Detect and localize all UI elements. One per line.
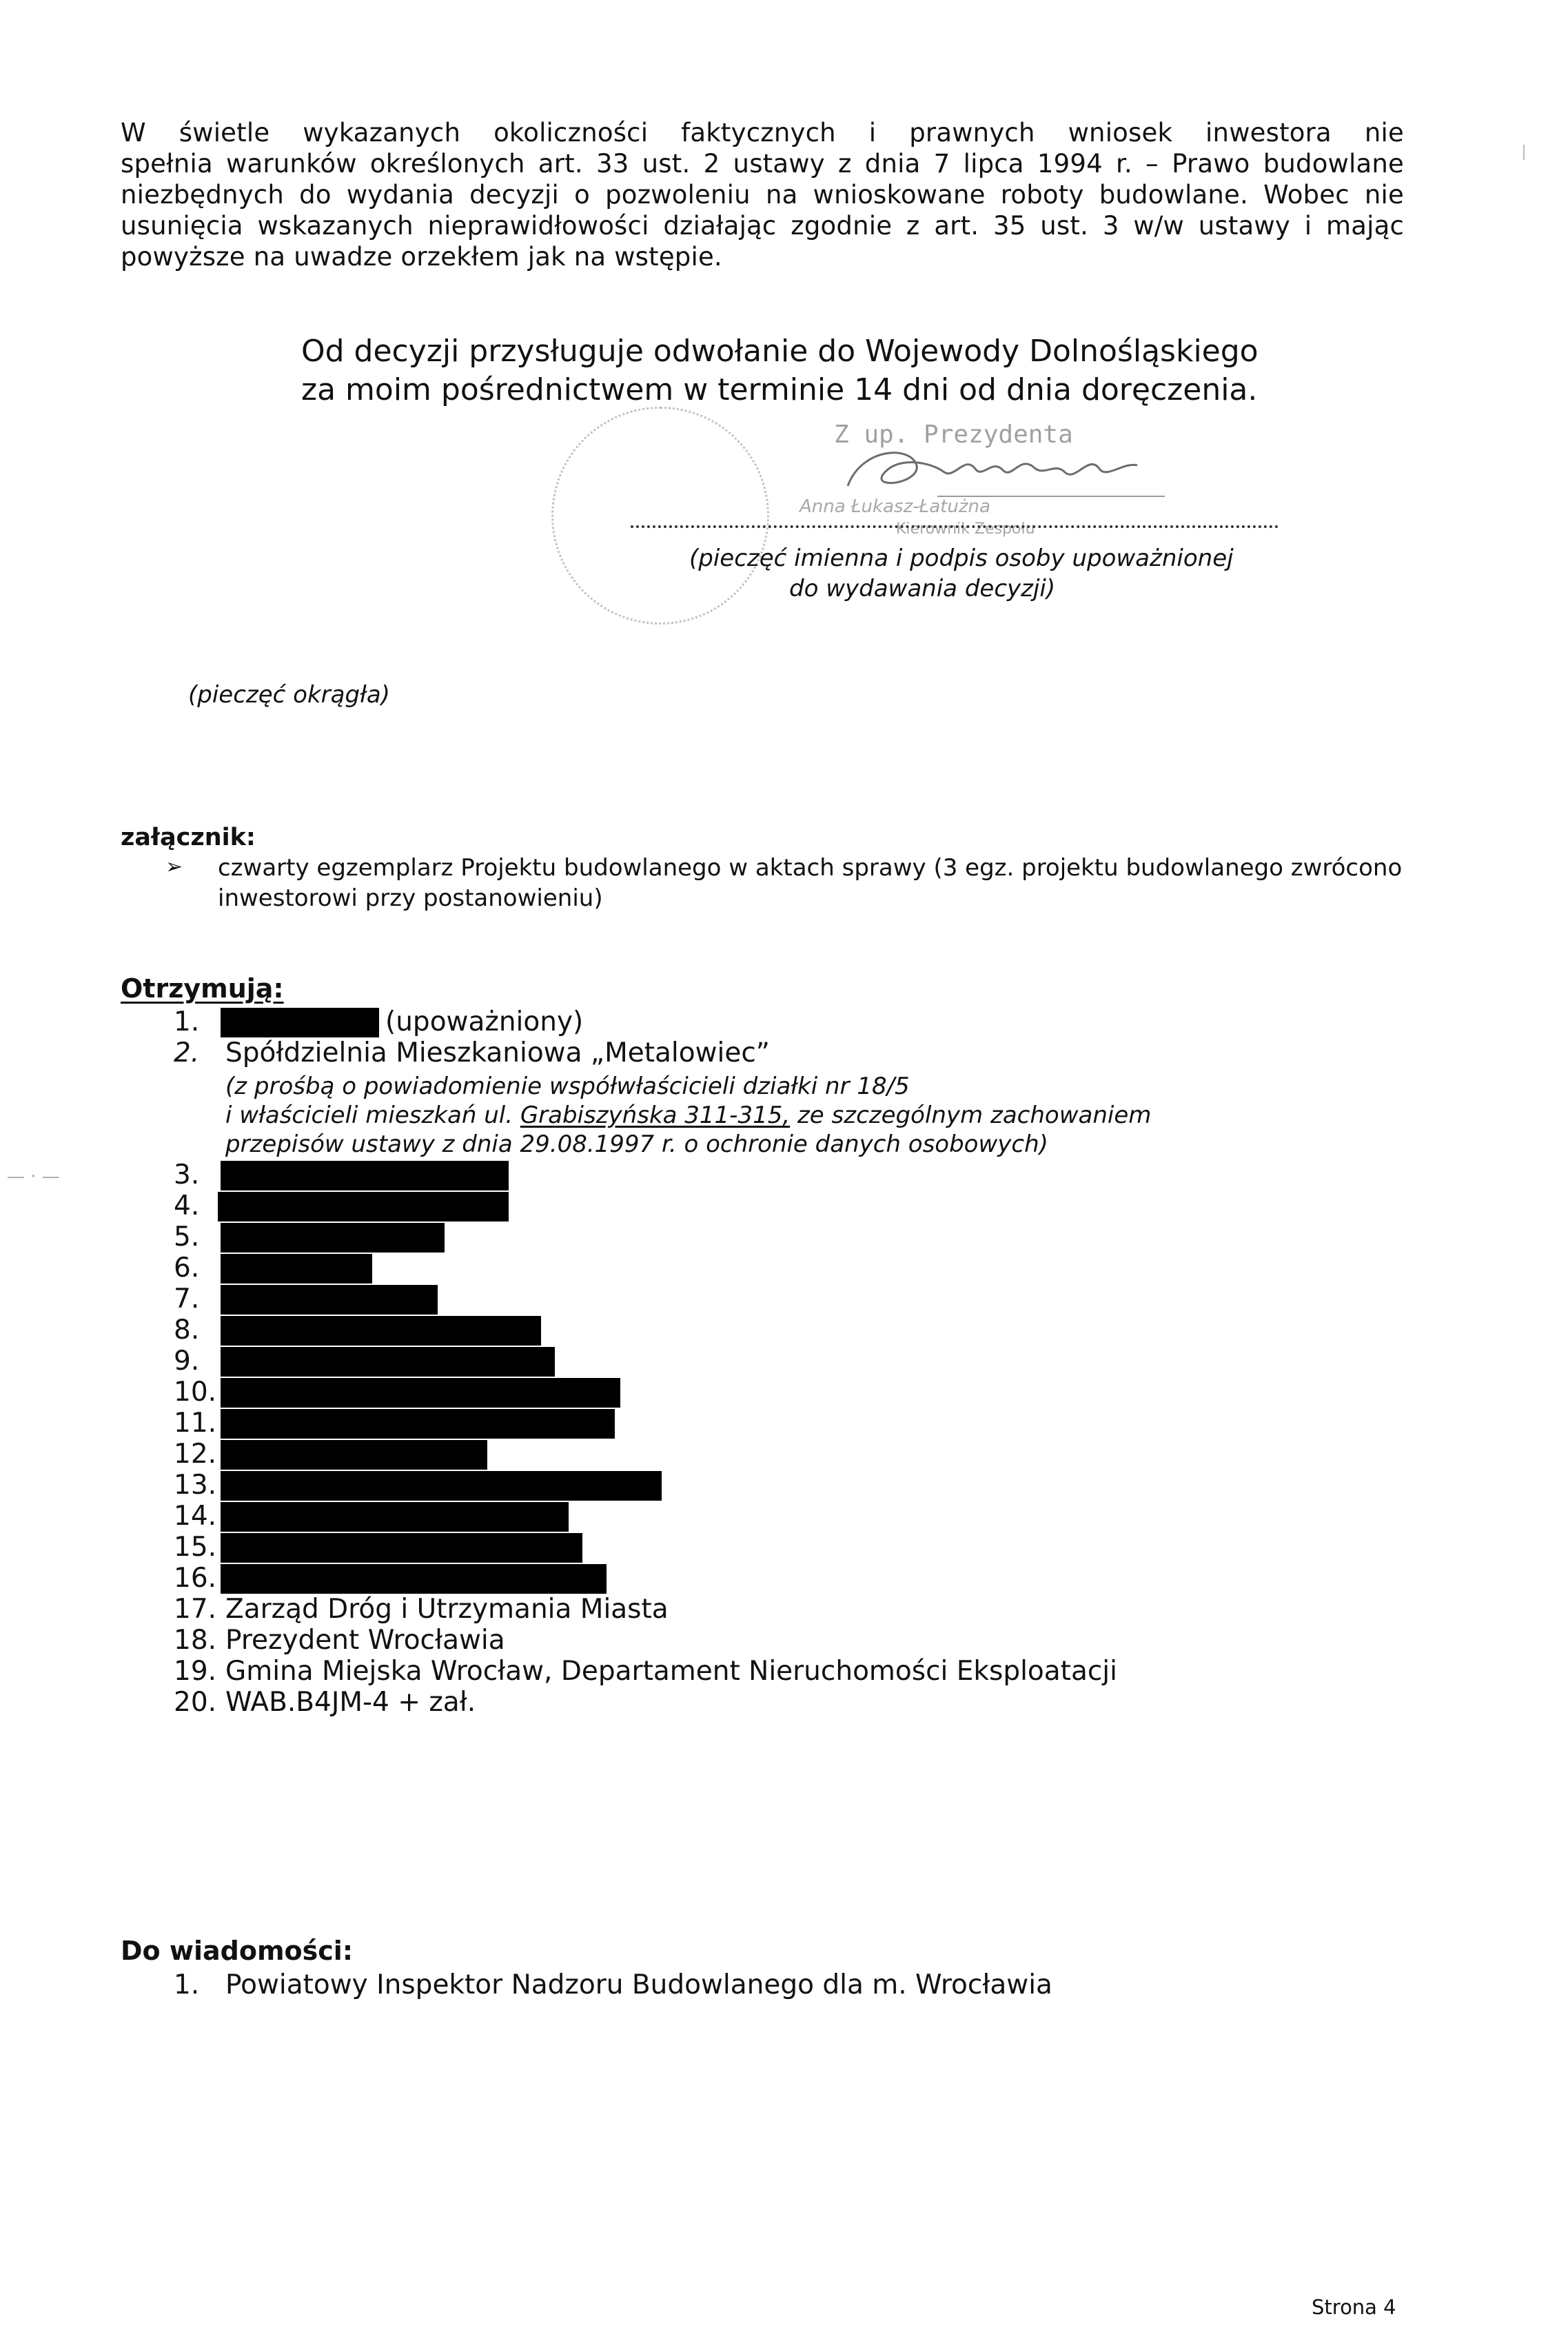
list-text: Powiatowy Inspektor Nadzoru Budowlanego dla m. Wrocławia	[225, 1969, 1052, 2000]
list-number: 1.	[174, 1006, 200, 1037]
paragraph-line: niezbędnych do wydania decyzji o pozwoleniu na wnioskowane roboty budowlane. Wobec nie	[121, 180, 1404, 210]
list-item	[174, 1501, 218, 1532]
list-number: 17.	[174, 1594, 217, 1625]
list-number: 19.	[174, 1656, 217, 1687]
page-number: Strona 4	[1312, 2295, 1396, 2319]
list-item	[174, 1470, 218, 1501]
list-number: 16.	[174, 1563, 217, 1594]
redaction-block	[221, 1440, 487, 1470]
list-item	[174, 1190, 218, 1221]
list-text: (upoważniony)	[385, 1006, 584, 1037]
list-item	[174, 1159, 218, 1190]
attachment-text	[218, 853, 1410, 913]
attachment-line: inwestorowi przy postanowieniu)	[218, 884, 603, 912]
for-information-heading: Do wiadomości:	[121, 1936, 354, 1966]
list-item	[174, 1594, 669, 1625]
redaction-block	[221, 1254, 372, 1284]
list-number: 11.	[174, 1408, 217, 1439]
redaction-block	[221, 1378, 620, 1408]
redaction-block	[221, 1502, 569, 1532]
list-number: 6.	[174, 1253, 200, 1284]
list-number: 20.	[174, 1687, 217, 1718]
recipients-heading: Otrzymują:	[121, 973, 284, 1004]
recipient-note-line: (z prośbą o powiadomienie współwłaścicieli działki nr 18/5	[225, 1073, 910, 1100]
list-item	[174, 1221, 218, 1253]
list-text: Gmina Miejska Wrocław, Departament Nieruchomości Eksploatacji	[225, 1656, 1117, 1687]
signature-caption-line: (pieczęć imienna i podpis osoby upoważnionej	[689, 545, 1234, 572]
note-text: i właścicieli mieszkań ul.	[225, 1102, 520, 1129]
attachment-heading: załącznik:	[121, 824, 256, 851]
bullet-icon: ➢	[165, 855, 183, 879]
list-item	[174, 1037, 770, 1068]
list-item	[174, 1687, 476, 1718]
appeal-line: za moim pośrednictwem w terminie 14 dni od dnia doręczenia.	[301, 372, 1258, 407]
note-text: ze szczególnym zachowaniem	[790, 1102, 1152, 1129]
stamp-text: Kierownik Zespołu	[896, 520, 1035, 538]
list-item	[174, 1315, 218, 1346]
list-number: 13.	[174, 1470, 217, 1501]
list-number: 7.	[174, 1284, 200, 1315]
signature-caption-line: do wydawania decyzji)	[789, 575, 1056, 602]
redaction-block	[221, 1161, 509, 1190]
reasoning-paragraph	[121, 117, 1404, 272]
signature-dotted-line	[631, 525, 1279, 528]
list-number: 15.	[174, 1532, 217, 1563]
list-number: 10.	[174, 1377, 217, 1408]
redaction-block	[218, 1192, 509, 1221]
redaction-block	[221, 1533, 582, 1563]
list-item	[174, 1377, 218, 1408]
paragraph-line: W świetle wykazanych okoliczności faktycznych i prawnych wniosek inwestora nie	[121, 118, 1404, 148]
list-item	[174, 1284, 218, 1315]
redaction-block	[221, 1223, 445, 1253]
list-text: Spółdzielnia Mieszkaniowa „Metalowiec”	[225, 1037, 770, 1068]
redaction-block	[221, 1564, 607, 1594]
recipient-note-line: przepisów ustawy z dnia 29.08.1997 r. o ochronie danych osobowych)	[225, 1130, 1048, 1158]
redaction-block	[221, 1471, 662, 1501]
list-item	[174, 1563, 218, 1594]
list-item	[174, 1625, 505, 1656]
list-item	[174, 1408, 218, 1439]
list-item	[174, 1969, 1052, 2000]
list-number: 5.	[174, 1221, 200, 1253]
signature-caption	[689, 543, 1310, 604]
list-item	[174, 1253, 218, 1284]
address-underlined: Grabiszyńska 311-315,	[520, 1102, 791, 1129]
paragraph-line: usunięcia wskazanych nieprawidłowości działając zgodnie z art. 35 ust. 3 w/w ustawy i mając	[121, 211, 1404, 241]
list-number: 18.	[174, 1625, 217, 1656]
redaction-block	[221, 1008, 379, 1037]
list-item	[174, 1656, 1117, 1687]
list-item	[174, 1006, 584, 1037]
list-item	[174, 1532, 218, 1563]
scan-margin-mark	[1523, 145, 1525, 160]
stamp-text: Z up. Prezydenta	[834, 420, 1073, 449]
paragraph-line: powyższe na uwadze orzekłem jak na wstępie.	[121, 242, 722, 272]
list-number: 12.	[174, 1439, 217, 1470]
recipient-note-line	[225, 1101, 1151, 1130]
list-number: 9.	[174, 1346, 200, 1377]
list-number: 14.	[174, 1501, 217, 1532]
list-number: 3.	[174, 1159, 200, 1190]
redaction-block	[221, 1409, 615, 1439]
list-text: WAB.B4JM-4 + zał.	[225, 1687, 476, 1718]
round-stamp-caption: (pieczęć okrągła)	[188, 681, 390, 709]
attachment-line: czwarty egzemplarz Projektu budowlanego w aktach sprawy (3 egz. projektu budowlanego zwrócono	[218, 854, 1403, 882]
list-text: Prezydent Wrocławia	[225, 1625, 505, 1656]
list-number: 8.	[174, 1315, 200, 1346]
scan-artifact: — · —	[7, 1166, 60, 1187]
redaction-block	[221, 1285, 438, 1315]
list-number: 1.	[174, 1969, 200, 2000]
list-number: 4.	[174, 1190, 200, 1221]
paragraph-line: spełnia warunków określonych art. 33 ust. 2 ustawy z dnia 7 lipca 1994 r. – Prawo budowlane	[121, 149, 1404, 179]
appeal-notice	[301, 332, 1266, 409]
list-number: 2.	[174, 1037, 200, 1068]
appeal-line: Od decyzji przysługuje odwołanie do Wojewody Dolnośląskiego	[301, 334, 1259, 369]
redaction-block	[221, 1316, 541, 1346]
list-item	[174, 1346, 218, 1377]
list-text: Zarząd Dróg i Utrzymania Miasta	[225, 1594, 669, 1625]
stamp-text: Anna Łukasz-Łatużna	[800, 496, 990, 517]
redaction-block	[221, 1347, 555, 1377]
list-item	[174, 1439, 218, 1470]
